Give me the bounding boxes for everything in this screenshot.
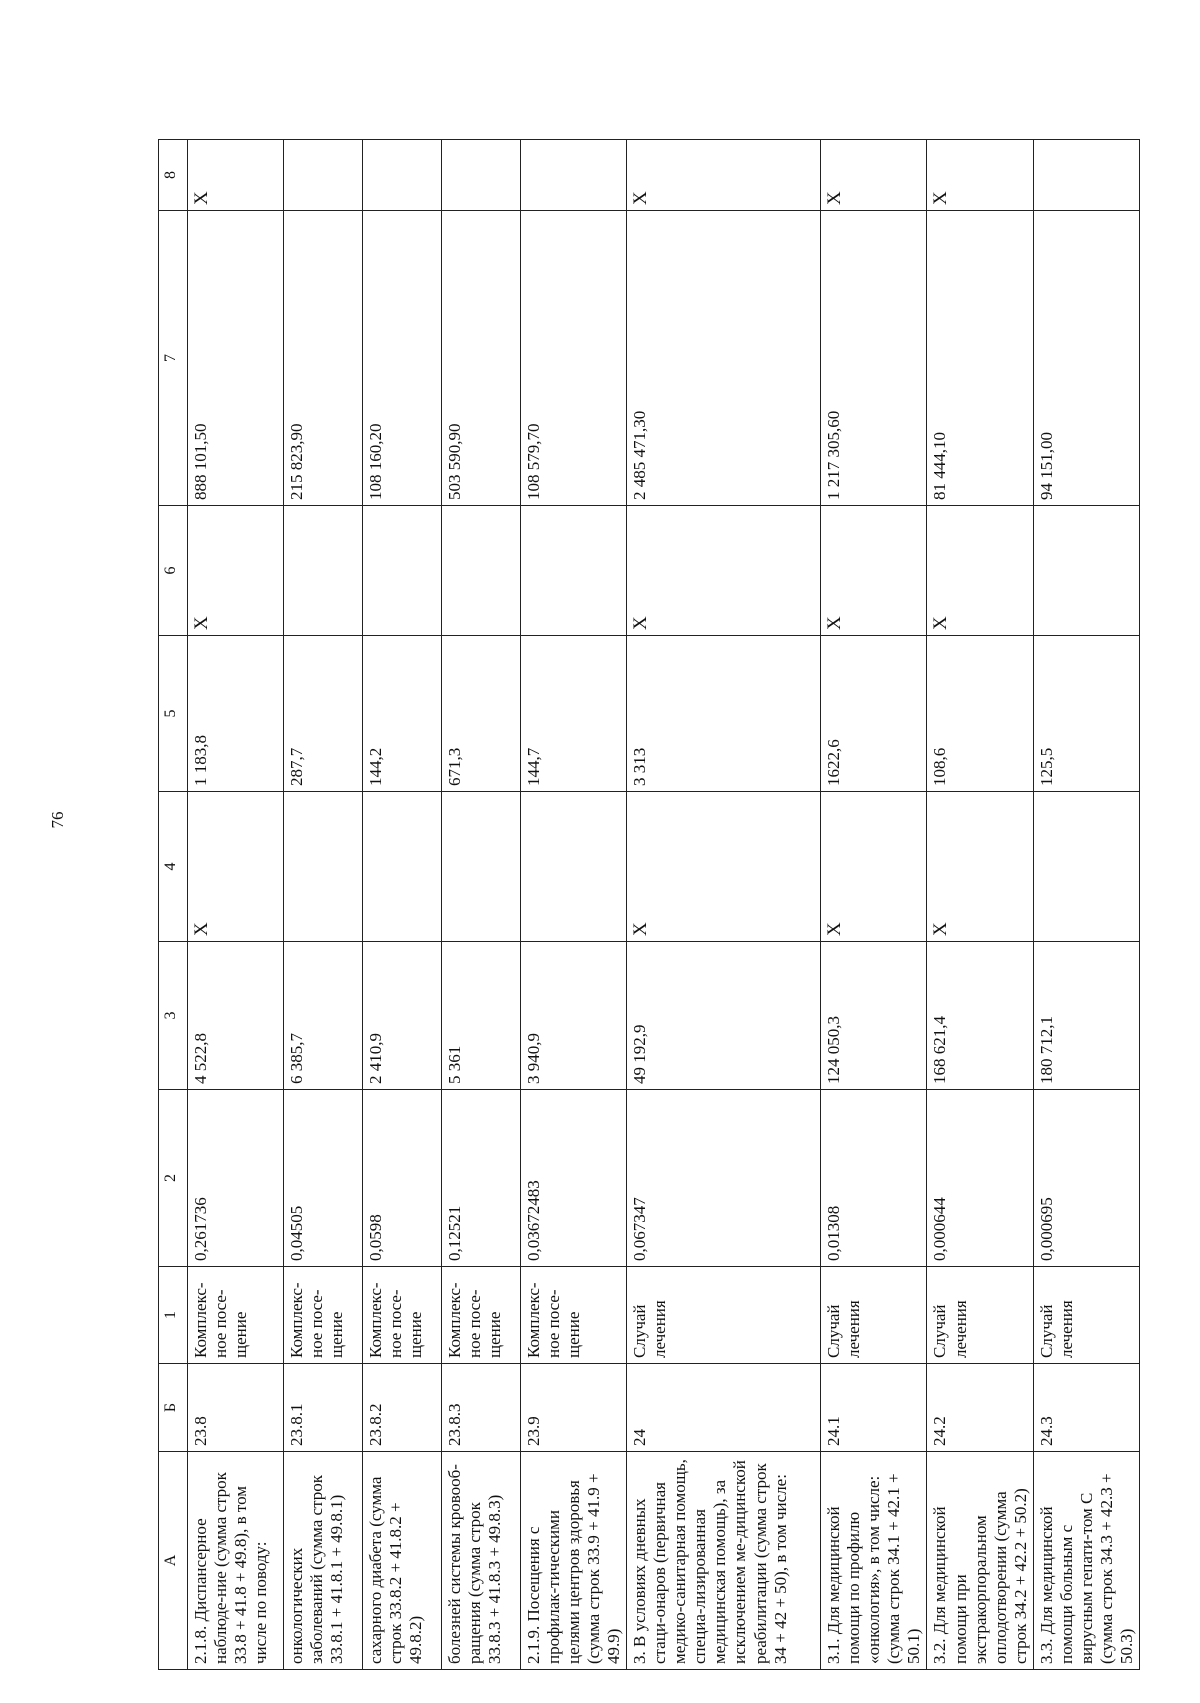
col-5-value: 671,3 — [442, 636, 521, 792]
col-4-value: X — [927, 792, 1033, 942]
column-header: 3 — [159, 942, 188, 1090]
column-header: 2 — [159, 1090, 188, 1267]
col-5-value: 125,5 — [1033, 636, 1139, 792]
unit: Случай лечения — [821, 1267, 927, 1364]
column-header: 4 — [159, 792, 188, 942]
col-8-value — [284, 140, 363, 211]
unit: Случай лечения — [927, 1267, 1033, 1364]
col-5-value: 144,7 — [521, 636, 627, 792]
col-7-value: 81 444,10 — [927, 211, 1033, 506]
row-code: 23.8.3 — [442, 1364, 521, 1452]
row-label: онкологических заболеваний (сумма строк 33.8.1 + 41.8.1 + 49.8.1) — [284, 1452, 363, 1670]
col-4-value — [521, 792, 627, 942]
norm-cost: 3 940,9 — [521, 942, 627, 1090]
col-6-value: X — [188, 506, 284, 636]
norm-cost: 4 522,8 — [188, 942, 284, 1090]
col-4-value — [1033, 792, 1139, 942]
norm-volume: 0,000644 — [927, 1090, 1033, 1267]
col-6-value — [284, 506, 363, 636]
col-8-value: X — [927, 140, 1033, 211]
col-6-value — [1033, 506, 1139, 636]
column-header: 6 — [159, 506, 188, 636]
col-4-value: X — [188, 792, 284, 942]
norm-cost: 6 385,7 — [284, 942, 363, 1090]
table-row — [927, 140, 1033, 1670]
column-header: 5 — [159, 636, 188, 792]
norm-volume: 0,04505 — [284, 1090, 363, 1267]
col-8-value — [363, 140, 442, 211]
col-5-value: 108,6 — [927, 636, 1033, 792]
column-header: 8 — [159, 140, 188, 211]
column-header: Б — [159, 1364, 188, 1452]
norm-volume: 0,0598 — [363, 1090, 442, 1267]
col-6-value: X — [927, 506, 1033, 636]
row-label: 3. В условиях дневных стаци-онаров (первичная медико-санитарная помощь, специа-лизированная медицинская помощь), за исключением ме-дицинской реабилитации (сумма строк 34 + 42 + 50), в том числе: — [627, 1452, 821, 1670]
row-code: 23.8.2 — [363, 1364, 442, 1452]
col-4-value: X — [627, 792, 821, 942]
col-4-value — [442, 792, 521, 942]
row-label: 3.2. Для медицинской помощи при экстракорпоральном оплодотворении (сумма строк 34.2 + 42.2 + 50.2) — [927, 1452, 1033, 1670]
col-6-value: X — [821, 506, 927, 636]
unit: Комплекс-ное посе-щение — [521, 1267, 627, 1364]
norm-volume: 0,000695 — [1033, 1090, 1139, 1267]
col-7-value: 108 579,70 — [521, 211, 627, 506]
row-label: 3.1. Для медицинской помощи по профилю «онкология», в том числе: (сумма строк 34.1 + 42.1 + 50.1) — [821, 1452, 927, 1670]
col-7-value: 1 217 305,60 — [821, 211, 927, 506]
norm-cost: 168 621,4 — [927, 942, 1033, 1090]
col-6-value — [363, 506, 442, 636]
table-row — [1033, 140, 1139, 1670]
col-7-value: 2 485 471,30 — [627, 211, 821, 506]
unit: Комплекс-ное посе-щение — [188, 1267, 284, 1364]
row-code: 24.1 — [821, 1364, 927, 1452]
data-table — [158, 139, 1140, 1670]
row-label: 2.1.9. Посещения с профилак-тическими целями центров здоровья (сумма строк 33.9 + 41.9 + 49.9) — [521, 1452, 627, 1670]
col-7-value: 503 590,90 — [442, 211, 521, 506]
norm-cost: 49 192,9 — [627, 942, 821, 1090]
norm-volume: 0,01308 — [821, 1090, 927, 1267]
col-4-value: X — [821, 792, 927, 942]
column-header: 1 — [159, 1267, 188, 1364]
unit: Случай лечения — [1033, 1267, 1139, 1364]
table-row — [188, 140, 284, 1670]
col-5-value: 3 313 — [627, 636, 821, 792]
col-5-value: 287,7 — [284, 636, 363, 792]
col-5-value: 1 183,8 — [188, 636, 284, 792]
col-5-value: 144,2 — [363, 636, 442, 792]
column-header: А — [159, 1452, 188, 1670]
table-row — [284, 140, 363, 1670]
unit: Комплекс-ное посе-щение — [442, 1267, 521, 1364]
column-header: 7 — [159, 211, 188, 506]
row-label: болезней системы кровооб-ращения (сумма строк 33.8.3 + 41.8.3 + 49.8.3) — [442, 1452, 521, 1670]
col-7-value: 215 823,90 — [284, 211, 363, 506]
table-row — [521, 140, 627, 1670]
row-code: 24 — [627, 1364, 821, 1452]
col-7-value: 888 101,50 — [188, 211, 284, 506]
col-5-value: 1622,6 — [821, 636, 927, 792]
norm-cost: 2 410,9 — [363, 942, 442, 1090]
row-label: сахарного диабета (сумма строк 33.8.2 + 41.8.2 + 49.8.2) — [363, 1452, 442, 1670]
table-row — [821, 140, 927, 1670]
table-row — [627, 140, 821, 1670]
row-code: 23.8.1 — [284, 1364, 363, 1452]
unit: Комплекс-ное посе-щение — [284, 1267, 363, 1364]
col-8-value: X — [821, 140, 927, 211]
unit: Комплекс-ное посе-щение — [363, 1267, 442, 1364]
table-row — [442, 140, 521, 1670]
norm-cost: 124 050,3 — [821, 942, 927, 1090]
col-8-value — [1033, 140, 1139, 211]
row-code: 24.2 — [927, 1364, 1033, 1452]
page-number: 76 — [48, 811, 67, 829]
norm-cost: 180 712,1 — [1033, 942, 1139, 1090]
col-8-value — [521, 140, 627, 211]
col-8-value — [442, 140, 521, 211]
row-code: 24.3 — [1033, 1364, 1139, 1452]
col-8-value: X — [627, 140, 821, 211]
col-7-value: 108 160,20 — [363, 211, 442, 506]
row-code: 23.9 — [521, 1364, 627, 1452]
col-7-value: 94 151,00 — [1033, 211, 1139, 506]
row-label: 2.1.8. Диспансерное наблюде-ние (сумма строк 33.8 + 41.8 + 49.8), в том числе по поводу: — [188, 1452, 284, 1670]
table-row — [363, 140, 442, 1670]
norm-volume: 0,067347 — [627, 1090, 821, 1267]
col-6-value — [442, 506, 521, 636]
col-8-value: X — [188, 140, 284, 211]
col-6-value — [521, 506, 627, 636]
unit: Случай лечения — [627, 1267, 821, 1364]
col-6-value: X — [627, 506, 821, 636]
norm-volume: 0,03672483 — [521, 1090, 627, 1267]
row-label: 3.3. Для медицинской помощи больным с вирусным гепати-том С (сумма строк 34.3 + 42.3 + 50.3) — [1033, 1452, 1139, 1670]
header-row — [159, 140, 188, 1670]
norm-cost: 5 361 — [442, 942, 521, 1090]
rotated-page-content — [158, 140, 1165, 1670]
row-code: 23.8 — [188, 1364, 284, 1452]
norm-volume: 0,12521 — [442, 1090, 521, 1267]
norm-volume: 0,261736 — [188, 1090, 284, 1267]
col-4-value — [363, 792, 442, 942]
col-4-value — [284, 792, 363, 942]
